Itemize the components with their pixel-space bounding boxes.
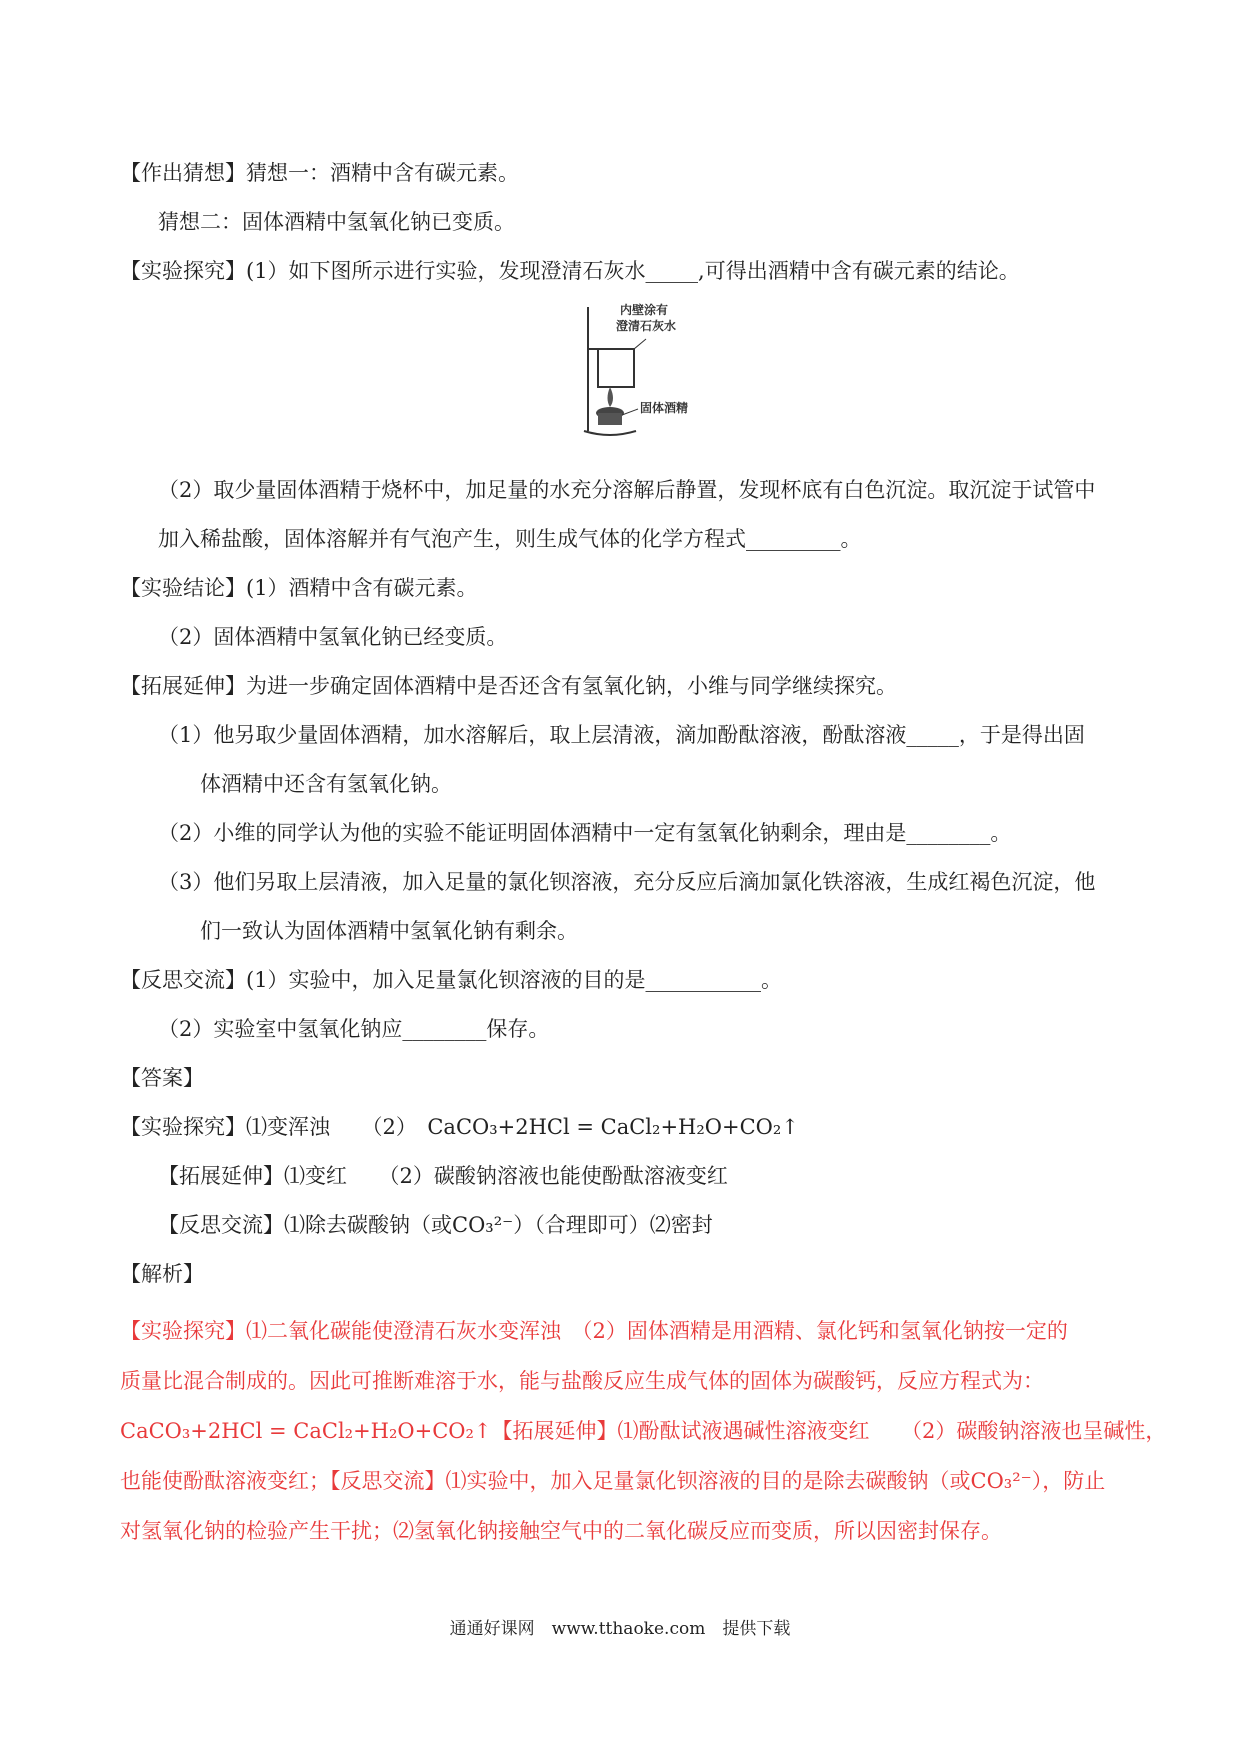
figure-label-limewater: 澄清石灰水 [616, 319, 677, 333]
reflection-2: （2）实验室中氢氧化钠应________保存。 [158, 1017, 550, 1041]
analysis-heading: 【解析】 [120, 1262, 204, 1286]
answer-heading: 【答案】 [120, 1066, 204, 1090]
analysis-line-1: 【实验探究】⑴二氧化碳能使澄清石灰水变浑浊 （2）固体酒精是用酒精、氯化钙和氢氧化钠按一定的 [120, 1319, 1068, 1343]
extension-3: （3）他们另取上层清液，加入足量的氯化钡溶液，充分反应后滴加氯化铁溶液，生成红褐色沉淀，他 [158, 870, 1096, 894]
experiment-figure [580, 303, 710, 441]
figure-label-inner-wall: 内壁涂有 [620, 303, 669, 317]
guess-two: 猜想二：固体酒精中氢氧化钠已变质。 [158, 210, 515, 234]
extension-2: （2）小维的同学认为他的实验不能证明固体酒精中一定有氢氧化钠剩余，理由是________。 [158, 821, 1012, 845]
answer-extension: 【拓展延伸】⑴变红 （2）碳酸钠溶液也能使酚酞溶液变红 [158, 1164, 728, 1188]
extension-heading: 【拓展延伸】为进一步确定固体酒精中是否还含有氢氧化钠，小维与同学继续探究。 [120, 674, 897, 698]
analysis-line-4: 也能使酚酞溶液变红；【反思交流】⑴实验中，加入足量氯化钡溶液的目的是除去碳酸钠（或CO₃²⁻），防止 [120, 1469, 1106, 1493]
extension-1-cont: 体酒精中还含有氢氧化钠。 [200, 772, 452, 796]
experiment-step-2: （2）取少量固体酒精于烧杯中，加足量的水充分溶解后静置，发现杯底有白色沉淀。取沉淀于试管中 [158, 478, 1096, 502]
guess-heading: 【作出猜想】猜想一：酒精中含有碳元素。 [120, 161, 519, 185]
analysis-line-5: 对氢氧化钠的检验产生干扰；⑵氢氧化钠接触空气中的二氧化碳反应而变质，所以因密封保存。 [120, 1519, 1002, 1543]
analysis-line-2: 质量比混合制成的。因此可推断难溶于水，能与盐酸反应生成气体的固体为碳酸钙，反应方程式为： [120, 1369, 1044, 1393]
experiment-step-1: 【实验探究】(1）如下图所示进行实验，发现澄清石灰水_____,可得出酒精中含有碳元素的结论。 [120, 259, 1020, 283]
conclusion-heading: 【实验结论】(1）酒精中含有碳元素。 [120, 576, 478, 600]
answer-experiment: 【实验探究】⑴变浑浊 （2） CaCO₃+2HCl = CaCl₂+H₂O+CO₂↑ [120, 1115, 799, 1139]
extension-3-cont: 们一致认为固体酒精中氢氧化钠有剩余。 [200, 919, 578, 943]
answer-reflection: 【反思交流】⑴除去碳酸钠（或CO₃²⁻）（合理即可）⑵密封 [158, 1213, 713, 1237]
page-footer: 通通好课网 www.tthaoke.com 提供下载 [449, 1619, 791, 1639]
extension-1: （1）他另取少量固体酒精，加水溶解后，取上层清液，滴加酚酞溶液，酚酞溶液_____，于是得出固 [158, 723, 1085, 747]
experiment-step-2-cont: 加入稀盐酸，固体溶解并有气泡产生，则生成气体的化学方程式_________。 [158, 527, 862, 551]
reflection-heading: 【反思交流】(1）实验中，加入足量氯化钡溶液的目的是___________。 [120, 968, 783, 992]
analysis-line-3: CaCO₃+2HCl = CaCl₂+H₂O+CO₂↑【拓展延伸】⑴酚酞试液遇碱性溶液变红 （2）碳酸钠溶液也呈碱性， [120, 1419, 1167, 1443]
conclusion-2: （2）固体酒精中氢氧化钠已经变质。 [158, 625, 508, 649]
figure-label-solid-alcohol: 固体酒精 [640, 401, 689, 415]
